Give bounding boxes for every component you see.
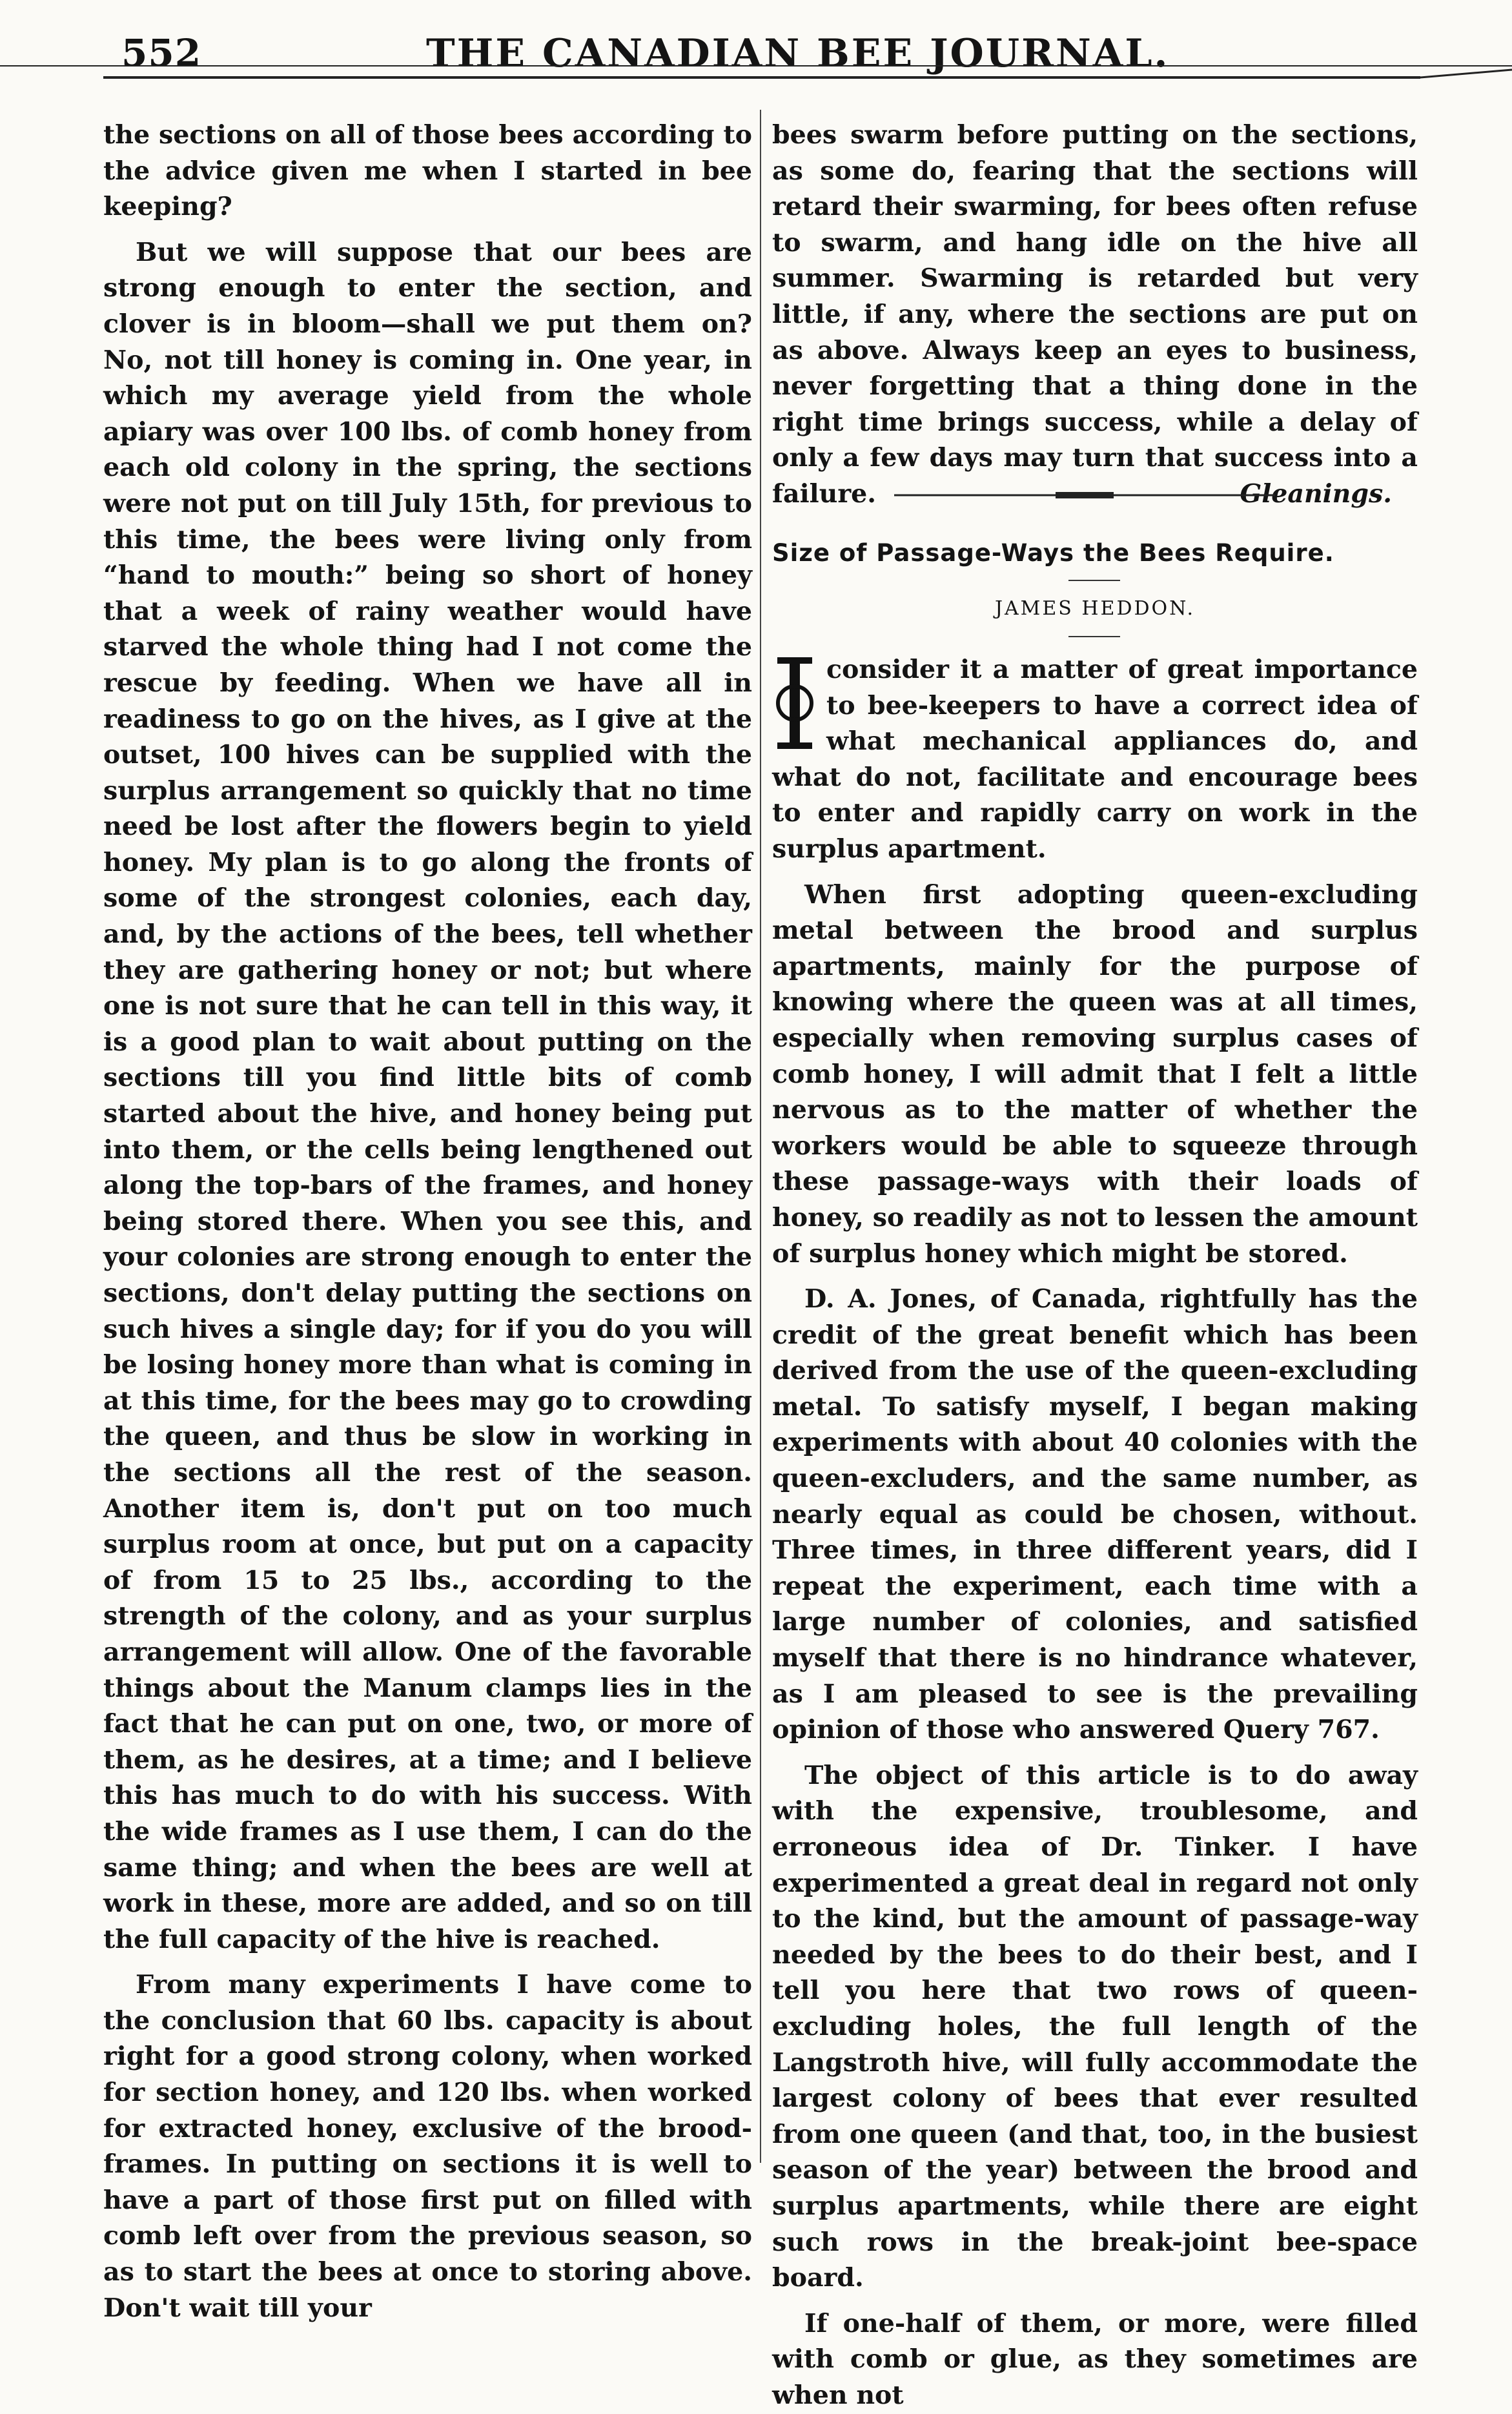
right-paragraph-1-text: bees swarm before putting on the sections, as some do, fearing that the sections will retard their swarming, for bees often refuse to swarm, and hang idle on the hive all summer. Swarming is retarded but very little, if any, where the sections are put on as above. Always keep an eyes to business, never forgetting that a thing done in the right time brings success, while a delay of only a few days may turn that success into a failure.	[772, 120, 1418, 509]
author-rule	[1068, 636, 1120, 637]
drop-cap-letter: I	[791, 694, 799, 713]
article-body	[772, 652, 1418, 2414]
gleanings-signature: Gleanings.	[1240, 478, 1392, 509]
right-column-top	[772, 118, 1418, 513]
heading-rule	[1068, 580, 1120, 581]
article-paragraph-3: D. A. Jones, of Canada, rightfully has the credit of the great benefit which has been derived from the use of the queen-excluding metal. To satisfy myself, I began making experiments with about 40 colonies with the queen-excluders, and the same number, as nearly equal as could be chosen, without. Three times, in three different years, did I repeat the experiment, each time with a large number of colonies, and satisfied myself that there is no hindrance whatever, as I am pleased to see is the prevailing opinion of those who answered Query 767.	[772, 1284, 1418, 1745]
section-separator	[894, 487, 1275, 503]
drop-cap-i	[772, 655, 817, 752]
page-header	[0, 0, 1512, 97]
left-column	[103, 118, 752, 2326]
right-paragraph-1	[772, 118, 1418, 513]
article-paragraph-1: consider it a matter of great importance to bee-keepers to have a correct idea of what mechanical appliances do, and what do not, facilitate and encourage bees to enter and rapidly carry on work in the surplus apartment.	[772, 655, 1418, 864]
article-heading: Size of Passage-Ways the Bees Require.	[772, 539, 1334, 567]
left-paragraph-2: But we will suppose that our bees are strong enough to enter the section, and clover is in bloom—shall we put them on? No, not till honey is coming in. One year, in which my average yield from the whole apiary was over 100 lbs. of comb honey from each old colony in the spring, the sections were not put on till July 15th, for previous to this time, the bees were living only from “hand to mouth:” being so short of honey that a week of rainy weather would have starved the whole thing had I not come the rescue by feeding. When we have all in readiness to go on the hives, as I give at the outset, 100 hives can be supplied with the surplus arrangement so quickly that no time need be lost after the flowers begin to yield honey. My plan is to go along the fronts of some of the strongest colonies, each day, and, by the actions of the bees, tell whether they are gathering honey or not; but where one is not sure that he can tell in this way, it is a good plan to wait about putting on the sections till you find little bits of comb started about the hive, and honey being put into them, or the cells being lengthened out along the top-bars of the frames, and honey being stored there. When you see this, and your colonies are strong enough to enter the sections, don't delay putting the sections on such hives a single day; for if you do you will be losing honey more than what is coming in at this time, for the bees may go to crowding the queen, and thus be slow in working in the sections all the rest of the season. Another item is, don't put on too much surplus room at once, but put on a capacity of from 15 to 25 lbs., according to the strength of the colony, and as your surplus arrangement will allow. One of the favorable things about the Manum clamps lies in the fact that he can put on one, two, or more of them, as he desires, at a time; and I believe this has much to do with his success. With the wide frames as I use them, I can do the same thing; and when the bees are well at work in these, more are added, and so on till the full capacity of the hive is reached.	[103, 237, 752, 1954]
left-paragraph-1: the sections on all of those bees according to the advice given me when I started in bee keeping?	[103, 120, 752, 222]
page-number: 552	[121, 31, 202, 75]
left-paragraph-3: From many experiments I have come to the conclusion that 60 lbs. capacity is about right for a good strong colony, when worked for section honey, and 120 lbs. when worked for extracted honey, exclusive of the brood-frames. In putting on sections it is well to have a part of those first put on filled with comb left over from the previous season, so as to start the bees at once to storing above. Don't wait till your	[103, 1970, 752, 2323]
article-paragraph-4: The object of this article is to do away with the expensive, troublesome, and erroneous idea of Dr. Tinker. I have experimented a great deal in regard not only to the kind, but the amount of passage-way needed by the bees to do their best, and I tell you here that two rows of queen-excluding holes, the full length of the Langstroth hive, will fully accommodate the largest colony of bees that ever resulted from one queen (and that, too, in the busiest season of the year) between the brood and surplus apartments, while there are eight such rows in the break-joint bee-space board.	[772, 1760, 1418, 2293]
header-rule	[0, 59, 1512, 85]
journal-title: THE CANADIAN BEE JOURNAL.	[426, 31, 1170, 76]
article-paragraph-2: When first adopting queen-excluding metal between the brood and surplus apartments, mainly for the purpose of knowing where the queen was at all times, especially when removing surplus cases of comb honey, I will admit that I felt a little nervous as to the matter of whether the workers would be able to squeeze through these passage-ways with their loads of honey, so readily as not to lessen the amount of surplus honey which might be stored.	[772, 879, 1418, 1269]
column-divider	[760, 110, 761, 2163]
article-paragraph-5: If one-half of them, or more, were filled with comb or glue, as they sometimes are when not	[772, 2308, 1418, 2410]
article-author: JAMES HEDDON.	[994, 597, 1196, 620]
